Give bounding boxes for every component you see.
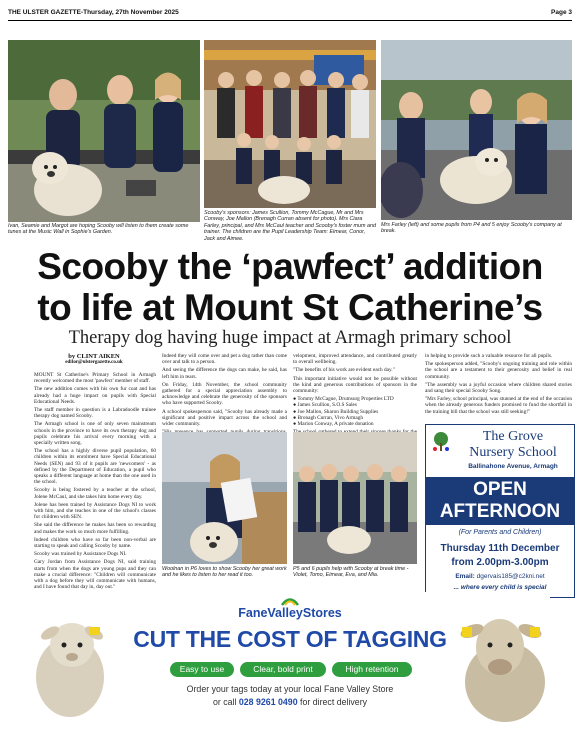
article-column-2 [162,353,287,444]
paragraph: On Friday, 14th November, the school community gathered for a special appreciation assembly to acknowledge and celebrate the generosity of the sponsors who have supported Scooby. [162,381,287,407]
grove-audience: (For Parents and Children) [458,529,542,536]
paragraph: A school spokesperson said, "Scooby has already made a significant and positive impact across the school and wider community. [162,408,287,428]
sponsor-item: ● James Scullion, S.O.S Sales [293,402,357,409]
pill-easy-to-use: Easy to use [170,662,234,677]
grove-email-label: Email: [455,573,475,580]
paragraph: Indeed children who have so far been non-verbal are starting to speak and calling Scooby by name. [34,536,156,550]
paragraph: Jolene has been trained by Assistance Dogs NI to work with him, and she teaches in one of the school's classes for children with SEN. [34,501,156,521]
paragraph: The new addition comes with his own fur coat and has already had a huge impact on pupils with Special Educational Needs. [34,386,156,405]
paragraph: The school has a highly diverse pupil population, 60 children within its enrolment have Special Educational Needs (SEN) and 93 of it pupils are 'newcomers' - as defined by the Department of Education, a pupil who speaks a different language at home than the one used in the school. [34,448,156,486]
fane-valley-logo [230,596,350,620]
photo-farley-pupils [381,40,572,220]
paragraph: MOUNT St Catherine's Primary School in Armagh recently welcomed the most 'pawfect' member of staff. [34,372,156,385]
fane-valley-advert [30,592,550,727]
pill-high-retention: High retention [332,662,412,677]
photo4-caption: Woolnan in P6 loves to show Scooby her great work and he likes to listen to her read it too. [162,566,287,579]
paragraph: in helping to provide such a valuable resource for all pupils. [425,353,553,359]
banner-line-1: OPEN [473,479,527,500]
paragraph: She said the difference he makes has been so rewarding and makes the work so much more fulfilling. [34,522,156,535]
article-column-3 [293,353,417,444]
paragraph: "The assembly was a joyful occasion where children shared stories and sang their special Scooby Song. [425,381,572,395]
grove-date: Thursday 11th December [440,543,560,554]
cow-right-image [450,597,550,722]
banner-line-2: AFTERNOON [439,501,561,522]
ad-call-line [120,697,460,707]
paragraph: velopment, improved attendance, and contributed greatly to overall wellbeing. [293,353,417,366]
photo-pupil-reading [162,432,287,564]
photo5-caption: P5 and 6 pupils help with Scooby at break time - Violet, Tomo, Eimear, Eva, and Mia. [293,566,409,579]
photo2-caption: Scooby's sponsors: James Scullion, Tommy McCague, Mr and Mrs Conway, Joe Mallon (Brenagh Curran absent for photo). Mrs Ciara Farley, principal, and Mrs McCaul teacher and Scooby's foster mum and trainer. The children are the Pupil Leadership Team: Eimear, Conor, Jack and Aimee. [204,210,377,242]
leaf-icon [280,596,300,606]
sponsor-item: ● Marion Conway, A private donation [293,421,374,428]
photo-p5-p6-pupils [293,432,417,564]
paragraph: The staff member in question is a Labradoodle trainee therapy dog named Scooby. [34,407,156,420]
byline-block [34,353,154,365]
sheep-left-image [30,597,120,722]
article-column-4 [425,353,572,417]
paragraph: "The benefits of his work are evident each day." [293,367,395,374]
open-afternoon-banner [426,477,574,525]
grove-name-line-2: Nursery School [469,445,557,460]
paragraph: Scooby was trained by Assistance Dogs NI. [34,551,127,558]
photo-sponsors-group [204,40,376,208]
paragraph: The Armagh school is one of only seven mainstream schools in the province to have its own therapy dog and pupils celebrate his arrival every morning with a specially written song. [34,421,156,447]
paragraph: "Mrs Farley, school principal, was stunned at the end of the occasion when the already generous funders promised to fund the shortfall in the training bill that the school was still seeking!" [425,396,572,415]
paragraph: Gary Jordan from Assistance Dogs NI, said training starts from when the dogs are young pups and they can make a crucial difference: "Children will communicate with a dog before they will communicate with humans, and I have found that day in, day out." [34,559,156,591]
brand-name: FaneValleyStores [238,606,342,620]
grove-email[interactable]: dgervais185@c2kni.net [476,573,545,580]
sponsor-item: ● Bronagh Curran, Vivo Armagh [293,414,364,421]
headline [8,246,572,328]
call-suffix: for direct delivery [297,697,368,707]
pill-clear-print: Clear, bold print [240,662,326,677]
paragraph: And seeing the difference the dogs can make, he said, has left him in tears. [162,367,287,380]
masthead-date: THE ULSTER GAZETTE-Thursday, 27th November 2025 [8,9,179,16]
page-number: Page 3 [551,9,572,16]
grove-logo [430,431,452,453]
byline-email: editor@ulstergazette.co.uk [65,360,123,365]
grove-address: Ballinahone Avenue, Armagh [468,463,558,470]
paragraph: Indeed they will come over and pet a dog rather than come over and talk to a person. [162,353,287,366]
photo-children-music-wall [8,40,200,222]
standfirst: Therapy dog having huge impact at Armagh primary school [68,328,512,348]
paragraph: The spokesperson added, "Scooby's ongoing training and role within the school are a testament to their generosity and belief in real community. [425,361,572,380]
grove-tagline: ... where every child is special [453,584,547,591]
sponsor-item: ● Tommy McCague, Drumsurg Properties LTD [293,396,394,403]
headline-line-2: to life at Mount St Catherine’s [37,287,543,328]
grove-nursery-advert [425,424,575,598]
grove-email-row [426,573,574,580]
grove-name-line-1: The Grove [482,429,544,444]
paragraph: Scooby is being fostered by a teacher at the school, Jolene McCaul, and she takes him home every day. [34,487,156,500]
phone-number[interactable]: 028 9261 0490 [238,697,298,707]
article-column-1 [34,372,156,593]
call-prefix: or call [212,697,239,707]
photo1-caption: Ivan, Seamie and Margot are hoping Scooby will listen to them create some tunes at the Music Wall in Sophie's Garden. [8,223,189,236]
sponsor-item: ● Joe Mallon, Sharon Building Supplies [293,408,379,415]
photo3-caption: Mrs Farley (left) and some pupils from P4 and 5 enjoy Scooby's company at break. [381,222,562,235]
byline: by CLINT AIKEN [68,353,120,360]
headline-line-1: Scooby the ‘pawfect’ addition [37,246,543,287]
grove-time: from 2.00pm-3.00pm [451,557,549,568]
ad-headline: CUT THE COST OF TAGGING [133,626,447,652]
ad-order-line: Order your tags today at your local Fane Valley Store [186,684,394,694]
page-header [8,6,572,21]
paragraph: This important initiative would not be possible without the kind and generous contributions of sponsors in the community: [293,375,417,395]
